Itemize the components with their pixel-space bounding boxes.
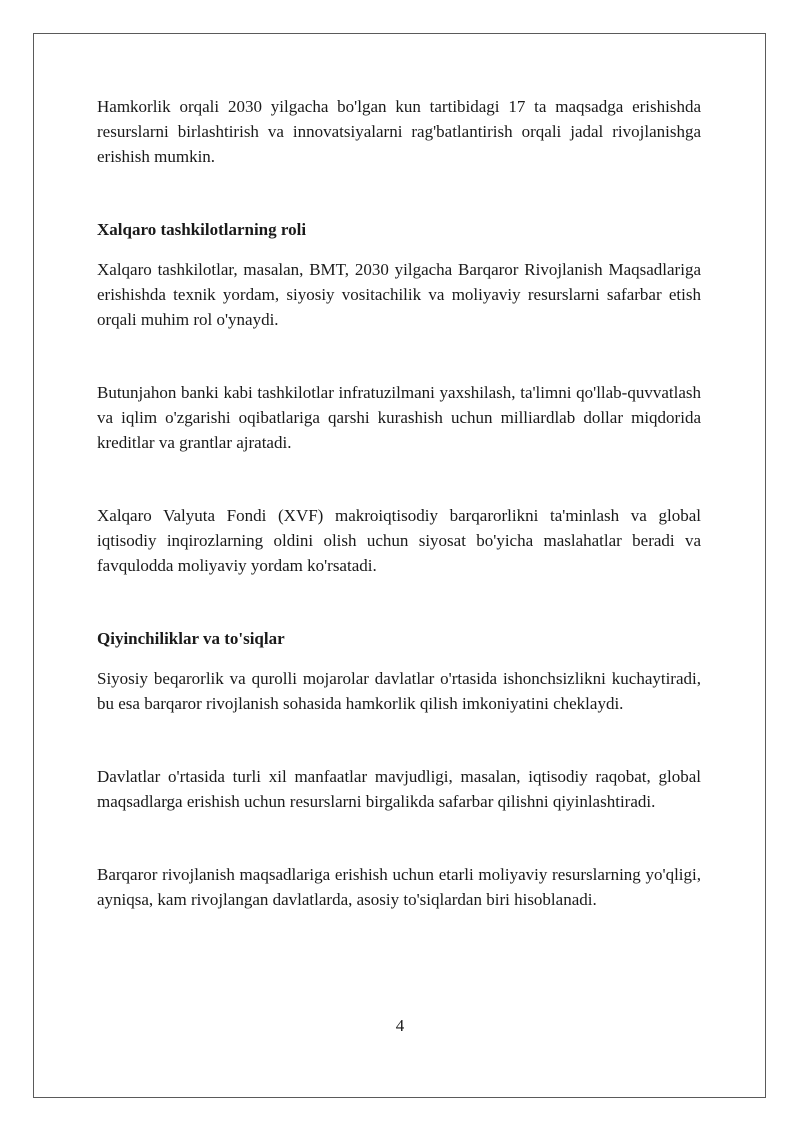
paragraph: Davlatlar o'rtasida turli xil manfaatlar mavjudligi, masalan, iqtisodiy raqobat, global maqsadlarga erishish uchun resurslarni birgalikda safarbar qilishni qiyinlashtiradi. bbox=[97, 767, 701, 811]
paragraph: Hamkorlik orqali 2030 yilgacha bo'lgan kun tartibidagi 17 ta maqsadga erishishda resurslarni birlashtirish va innovatsiyalarni rag'batlantirish orqali jadal rivojlanishga erishish mumkin. bbox=[97, 97, 701, 166]
paragraph: Butunjahon banki kabi tashkilotlar infratuzilmani yaxshilash, ta'limni qo'llab-quvvatlash va iqlim o'zgarishi oqibatlariga qarshi kurashish uchun milliardlab dollar miqdorida kreditlar va grantlar ajratadi. bbox=[97, 383, 701, 452]
paragraph: Siyosiy beqarorlik va qurolli mojarolar davlatlar o'rtasida ishonchsizlikni kuchaytiradi, bu esa barqaror rivojlanish sohasida hamkorlik qilish imkoniyatini cheklaydi. bbox=[97, 669, 701, 713]
page-number: 4 bbox=[395, 1016, 405, 1035]
page-content bbox=[97, 94, 701, 912]
section-heading: Qiyinchiliklar va to'siqlar bbox=[97, 629, 285, 648]
paragraph: Xalqaro Valyuta Fondi (XVF) makroiqtisodiy barqarorlikni ta'minlash va global iqtisodiy inqirozlarning oldini olish uchun siyosat bo'yicha maslahatlar beradi va favqulodda moliyaviy yordam ko'rsatadi. bbox=[97, 506, 701, 575]
paragraph: Xalqaro tashkilotlar, masalan, BMT, 2030 yilgacha Barqaror Rivojlanish Maqsadlariga erishishda texnik yordam, siyosiy vositachilik va moliyaviy resurslarni safarbar etish orqali muhim rol o'ynaydi. bbox=[97, 260, 701, 329]
section-heading: Xalqaro tashkilotlarning roli bbox=[97, 220, 307, 239]
paragraph: Barqaror rivojlanish maqsadlariga erishish uchun etarli moliyaviy resurslarning yo'qligi, ayniqsa, kam rivojlangan davlatlarda, asosiy to'siqlardan biri hisoblanadi. bbox=[97, 865, 701, 909]
